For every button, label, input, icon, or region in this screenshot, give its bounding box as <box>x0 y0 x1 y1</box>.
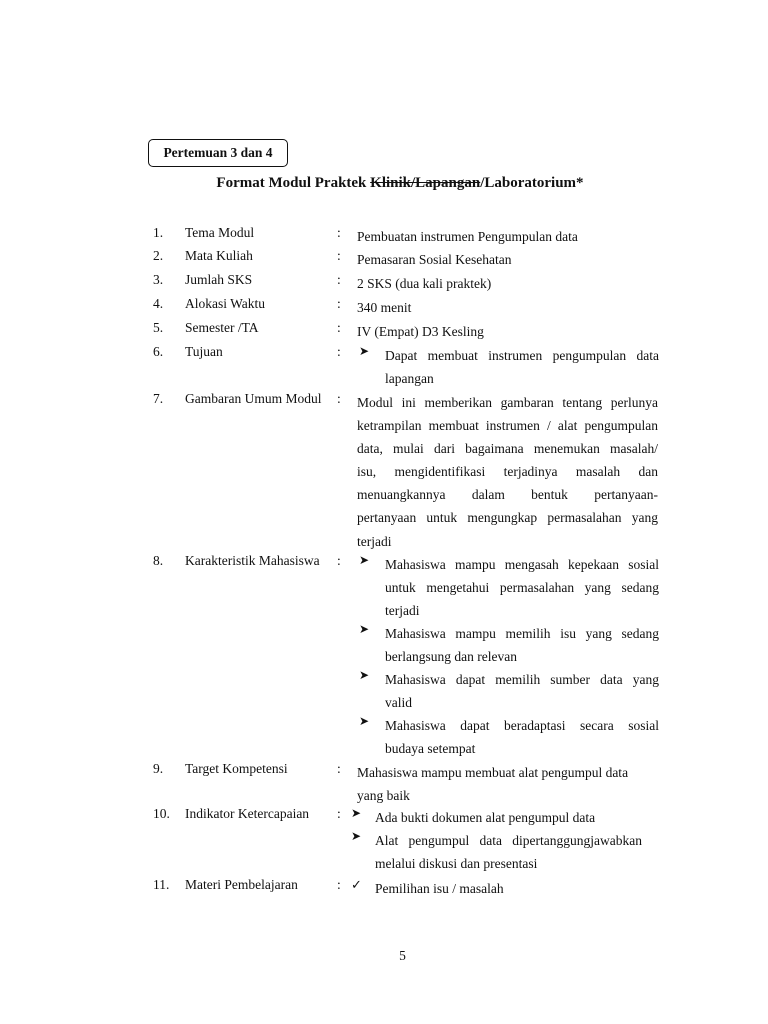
item-label: Alokasi Waktu <box>185 296 266 311</box>
item-number: 5. <box>153 320 164 335</box>
arrow-bullet-icon: ➤ <box>359 668 370 682</box>
item-number: 1. <box>153 225 164 240</box>
item-paragraph <box>357 391 658 553</box>
page-number: 5 <box>399 948 406 963</box>
item-number: 8. <box>153 553 164 568</box>
item-label: Jumlah SKS <box>185 272 253 287</box>
item-colon: : <box>337 761 341 776</box>
bullet-text <box>375 806 649 829</box>
bullet-text <box>385 622 659 668</box>
bullet-line: berlangsung dan relevan <box>385 649 517 665</box>
title-suffix: /Laboratorium* <box>480 175 584 191</box>
arrow-bullet-icon: ➤ <box>359 714 370 728</box>
bullet-text <box>385 344 659 390</box>
item-label: Karakteristik Mahasiswa <box>185 553 320 568</box>
item-label: Target Kompetensi <box>185 761 288 776</box>
item-colon: : <box>337 272 341 287</box>
item-value: 2 SKS (dua kali praktek) <box>357 276 492 291</box>
paragraph-line: pertanyaan untuk mengungkap permasalahan yang <box>357 510 658 526</box>
item-number: 10. <box>153 806 170 821</box>
bullet-text <box>375 829 642 875</box>
paragraph-line: yang baik <box>357 788 410 804</box>
item-number: 6. <box>153 344 164 359</box>
item-colon: : <box>337 320 341 335</box>
item-number: 4. <box>153 296 164 311</box>
bullet-line: melalui diskusi dan presentasi <box>375 856 538 872</box>
bullet-line: Dapat membuat instrumen pengumpulan data <box>385 348 659 363</box>
page-title <box>0 175 768 192</box>
item-value: 340 menit <box>357 300 412 315</box>
item-label: Semester /TA <box>185 320 259 335</box>
item-colon: : <box>337 225 341 240</box>
item-value: Pemasaran Sosial Kesehatan <box>357 252 512 267</box>
item-label: Indikator Ketercapaian <box>185 806 310 821</box>
item-colon: : <box>337 877 341 892</box>
check-bullet-icon: ✓ <box>351 877 362 892</box>
title-struck: Klinik/Lapangan <box>370 175 481 191</box>
bullet-line: Mahasiswa dapat memilih sumber data yang <box>385 672 659 687</box>
paragraph-line: menuangkannya dalam bentuk pertanyaan- <box>357 487 658 503</box>
item-number: 9. <box>153 761 164 776</box>
item-label: Tujuan <box>185 344 223 359</box>
item-value: IV (Empat) D3 Kesling <box>357 324 484 339</box>
arrow-bullet-icon: ➤ <box>359 553 370 567</box>
bullet-line: Alat pengumpul data dipertanggungjawabkan <box>375 833 642 848</box>
title-prefix: Format Modul Praktek <box>216 175 371 191</box>
bullet-line: terjadi <box>385 603 420 619</box>
item-label: Tema Modul <box>185 225 255 240</box>
paragraph-line: data, mulai dari bagaimana menemukan masalah/ <box>357 441 658 457</box>
item-number: 7. <box>153 391 164 406</box>
item-number: 11. <box>153 877 170 892</box>
item-colon: : <box>337 296 341 311</box>
bullet-line: Mahasiswa mampu memilih isu yang sedang <box>385 626 659 641</box>
meeting-label: Pertemuan 3 dan 4 <box>163 145 273 160</box>
bullet-line: valid <box>385 695 412 711</box>
arrow-bullet-icon: ➤ <box>351 806 362 820</box>
item-colon: : <box>337 248 341 263</box>
item-colon: : <box>337 344 341 359</box>
arrow-bullet-icon: ➤ <box>351 829 362 843</box>
meeting-label-box <box>148 139 288 167</box>
item-number: 2. <box>153 248 164 263</box>
paragraph-line: isu, mengidentifikasi terjadinya masalah dan <box>357 464 658 480</box>
bullet-text <box>385 714 659 760</box>
item-colon: : <box>337 806 341 821</box>
item-colon: : <box>337 391 341 406</box>
paragraph-line: Modul ini memberikan gambaran tentang perlunya <box>357 395 658 410</box>
arrow-bullet-icon: ➤ <box>359 344 370 358</box>
bullet-line: untuk mengetahui permasalahan yang sedang <box>385 580 659 596</box>
item-colon: : <box>337 553 341 568</box>
item-value: Pembuatan instrumen Pengumpulan data <box>357 229 578 244</box>
bullet-text <box>385 553 659 622</box>
bullet-line: Ada bukti dokumen alat pengumpul data <box>375 810 596 825</box>
paragraph-line: ketrampilan membuat instrumen / alat pengumpulan <box>357 418 658 434</box>
bullet-text <box>385 668 659 714</box>
paragraph-line: Mahasiswa mampu membuat alat pengumpul data <box>357 765 629 780</box>
bullet-line: Mahasiswa dapat beradaptasi secara sosial <box>385 718 659 733</box>
bullet-line: Mahasiswa mampu mengasah kepekaan sosial <box>385 557 659 572</box>
item-label: Materi Pembelajaran <box>185 877 298 892</box>
bullet-line: lapangan <box>385 371 434 387</box>
item-paragraph <box>357 761 658 807</box>
paragraph-line: terjadi <box>357 533 392 549</box>
bullet-text <box>375 877 649 900</box>
item-label: Mata Kuliah <box>185 248 253 263</box>
bullet-line: Pemilihan isu / masalah <box>375 881 504 896</box>
bullet-line: budaya setempat <box>385 741 476 757</box>
item-number: 3. <box>153 272 164 287</box>
arrow-bullet-icon: ➤ <box>359 622 370 636</box>
item-label: Gambaran Umum Modul <box>185 391 322 406</box>
